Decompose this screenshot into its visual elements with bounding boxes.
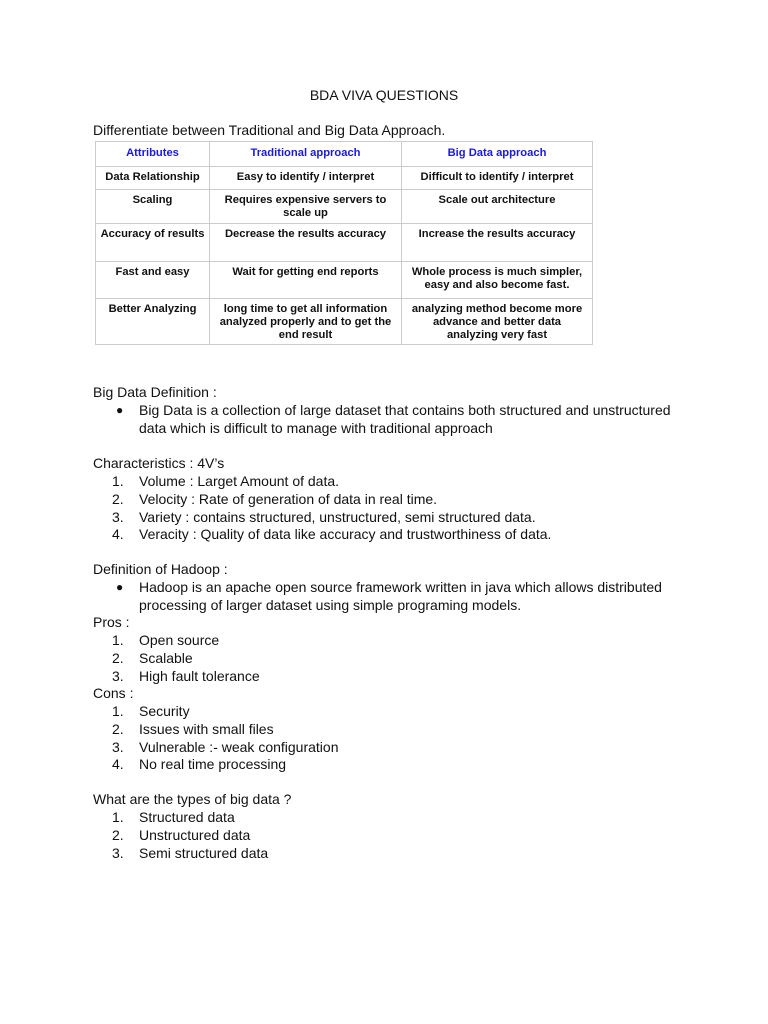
table-cell: Decrease the results accuracy	[210, 224, 402, 262]
list-item	[112, 650, 692, 668]
list-item	[112, 809, 692, 827]
list-number: 1.	[112, 809, 124, 825]
list-item	[112, 632, 692, 650]
types-heading: What are the types of big data ?	[93, 791, 292, 807]
table-row	[96, 299, 593, 345]
table-cell: Fast and easy	[96, 262, 210, 299]
list-item	[112, 526, 692, 544]
table-row	[96, 167, 593, 190]
list-item-text: Unstructured data	[139, 826, 251, 843]
bigdata-definition-heading: Big Data Definition :	[93, 384, 217, 400]
list-item	[112, 509, 692, 527]
list-item-text: Veracity : Quality of data like accuracy and trustworthiness of data.	[139, 526, 552, 543]
table-cell: Wait for getting end reports	[210, 262, 402, 299]
list-number: 4.	[112, 526, 124, 543]
table-cell: Accuracy of results	[96, 224, 210, 262]
list-number: 1.	[112, 632, 124, 648]
comparison-heading: Differentiate between Traditional and Big Data Approach.	[93, 122, 446, 138]
pros-list	[112, 632, 692, 685]
bullet-marker: ●	[116, 403, 124, 417]
bullet-marker: ●	[116, 580, 124, 594]
list-number: 2.	[112, 649, 124, 666]
list-item-text: Volume : Larget Amount of data.	[139, 473, 340, 489]
list-number: 2.	[112, 720, 124, 737]
table-cell: Increase the results accuracy	[402, 224, 593, 262]
table-cell: Scale out architecture	[402, 190, 593, 224]
list-item-text: Variety : contains structured, unstructured, semi structured data.	[139, 508, 536, 525]
characteristics-heading: Characteristics : 4V’s	[93, 455, 225, 471]
table-header-cell: Attributes	[96, 142, 210, 167]
list-item	[112, 579, 692, 615]
list-number: 3.	[112, 844, 124, 861]
cons-heading: Cons :	[93, 685, 134, 701]
table-cell: long time to get all information analyzed properly and to get the end result	[210, 299, 402, 345]
list-item-text: Structured data	[139, 809, 235, 825]
list-item-text: No real time processing	[139, 756, 287, 773]
list-number: 3.	[112, 738, 124, 755]
list-number: 2.	[112, 490, 124, 507]
list-item-text: Big Data is a collection of large dataset that contains both structured and unstructured data which is difficult to manage with traditional approach	[139, 402, 671, 436]
list-item	[112, 827, 692, 845]
table-cell: Data Relationship	[96, 167, 210, 190]
list-item	[112, 402, 692, 438]
list-item-text: Semi structured data	[139, 844, 269, 861]
document-title: BDA VIVA QUESTIONS	[309, 87, 459, 103]
list-number: 3.	[112, 508, 124, 525]
types-list	[112, 809, 692, 862]
list-number: 3.	[112, 667, 124, 684]
table-cell: Scaling	[96, 190, 210, 224]
table-header-cell: Traditional approach	[210, 142, 402, 167]
list-number: 1.	[112, 473, 124, 489]
table-cell: Requires expensive servers to scale up	[210, 190, 402, 224]
hadoop-definition-heading: Definition of Hadoop :	[93, 561, 228, 577]
table-cell: Whole process is much simpler, easy and also become fast.	[402, 262, 593, 299]
table-header-cell: Big Data approach	[402, 142, 593, 167]
bigdata-definition-list	[112, 402, 692, 438]
list-number: 2.	[112, 826, 124, 843]
list-item	[112, 845, 692, 863]
list-item-text: Security	[139, 703, 190, 719]
list-item	[112, 473, 692, 491]
list-item-text: Velocity : Rate of generation of data in real time.	[139, 490, 438, 507]
list-item-text: Scalable	[139, 649, 193, 666]
list-item-text: Issues with small files	[139, 720, 274, 737]
list-item	[112, 491, 692, 509]
table-cell: Easy to identify / interpret	[210, 167, 402, 190]
list-number: 1.	[112, 703, 124, 719]
characteristics-list	[112, 473, 692, 544]
table-row	[96, 224, 593, 262]
list-number: 4.	[112, 756, 124, 773]
cons-list	[112, 703, 692, 774]
list-item-text: Vulnerable :- weak configuration	[139, 738, 339, 755]
list-item	[112, 739, 692, 757]
table-cell: analyzing method become more advance and better data analyzing very fast	[402, 299, 593, 345]
table-cell: Better Analyzing	[96, 299, 210, 345]
table-row	[96, 190, 593, 224]
comparison-table	[95, 141, 593, 345]
table-row	[96, 262, 593, 299]
list-item	[112, 703, 692, 721]
table-header-row	[96, 142, 593, 167]
list-item-text: Open source	[139, 632, 220, 648]
hadoop-definition-list	[112, 579, 692, 615]
table-cell: Difficult to identify / interpret	[402, 167, 593, 190]
pros-heading: Pros :	[93, 614, 130, 630]
list-item-text: High fault tolerance	[139, 667, 260, 684]
list-item-text: Hadoop is an apache open source framework written in java which allows distributed processing of larger dataset using simple programing models.	[139, 579, 662, 613]
list-item	[112, 721, 692, 739]
list-item	[112, 756, 692, 774]
list-item	[112, 668, 692, 686]
